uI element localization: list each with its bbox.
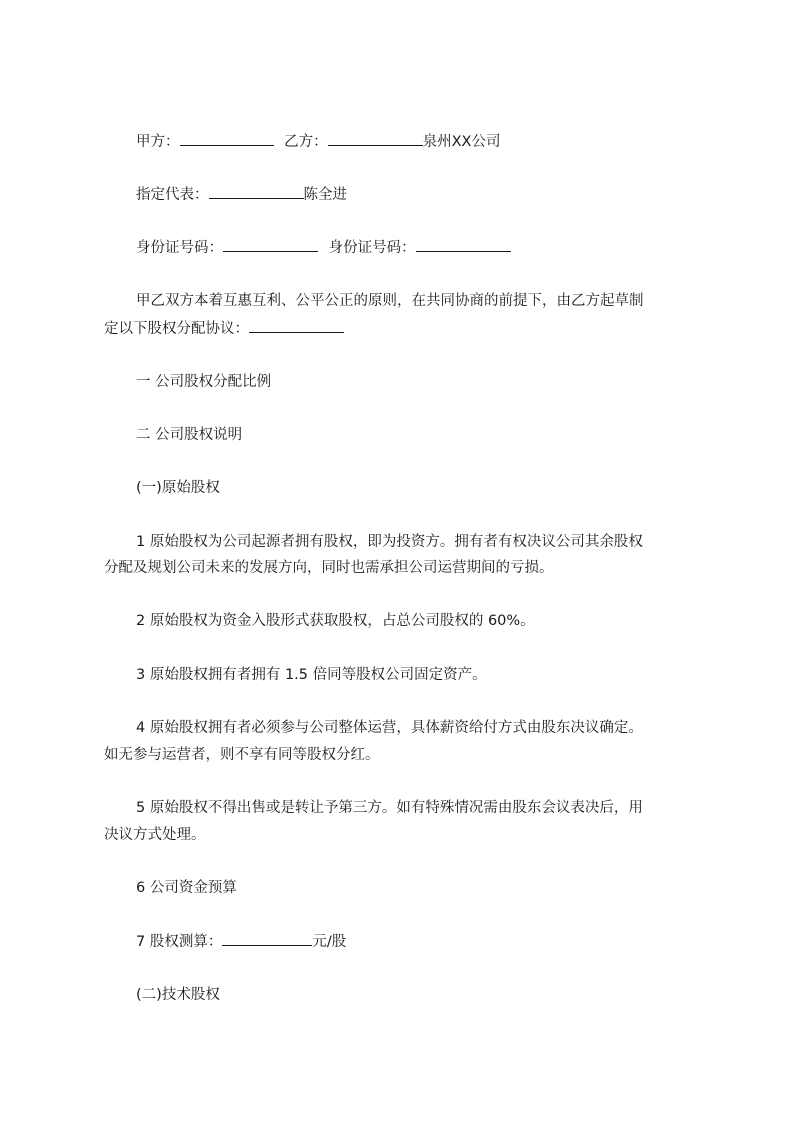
id-number-line <box>136 237 511 258</box>
intro-line-2 <box>104 318 344 339</box>
item-2: 2 原始股权为资金入股形式获取股权，占总公司股权的 60%。 <box>136 613 535 629</box>
id-number-blank-b[interactable] <box>416 237 511 252</box>
equity-price-blank[interactable] <box>222 931 312 946</box>
id-number-label-a: 身份证号码： <box>136 240 223 256</box>
representative-line <box>136 184 347 205</box>
representative-value: 陈全进 <box>303 187 347 203</box>
party-b-blank[interactable] <box>328 131 423 146</box>
item-6: 6 公司资金预算 <box>136 880 237 896</box>
subsection-heading-technical-equity: (二)技术股权 <box>136 987 220 1003</box>
item-4-line-1: 4 原始股权拥有者必须参与公司整体运营，具体薪资给付方式由股东决议确定。 <box>136 720 643 736</box>
id-number-blank-a[interactable] <box>223 237 318 252</box>
intro-line-1: 甲乙双方本着互惠互利、公平公正的原则，在共同协商的前提下，由乙方起草制 <box>136 293 644 309</box>
intro-line-2-text: 定以下股权分配协议： <box>104 321 249 337</box>
party-b-label: 乙方： <box>284 134 328 150</box>
item-4-line-2: 如无参与运营者，则不享有同等股权分红。 <box>104 747 380 763</box>
representative-label: 指定代表： <box>136 187 209 203</box>
item-1-line-1: 1 原始股权为公司起源者拥有股权，即为投资方。拥有者有权决议公司其余股权 <box>136 534 643 550</box>
item-5-line-1: 5 原始股权不得出售或是转让予第三方。如有特殊情况需由股东会议表决后，用 <box>136 800 643 816</box>
parties-line <box>136 131 500 152</box>
subsection-heading-original-equity: (一)原始股权 <box>136 480 220 496</box>
item-1-line-2: 分配及规划公司未来的发展方向，同时也需承担公司运营期间的亏损。 <box>104 560 554 576</box>
id-number-label-b: 身份证号码： <box>328 240 416 256</box>
item-7-unit: 元/股 <box>312 934 347 950</box>
party-a-label: 甲方： <box>136 134 180 150</box>
item-5-line-2: 决议方式处理。 <box>104 827 206 843</box>
party-a-blank[interactable] <box>180 131 274 146</box>
item-7-line <box>136 931 346 952</box>
intro-blank[interactable] <box>249 318 344 333</box>
item-7-label: 7 股权测算： <box>136 934 223 950</box>
section-heading-1: 一 公司股权分配比例 <box>136 374 272 390</box>
section-heading-2: 二 公司股权说明 <box>136 427 243 443</box>
party-b-value: 泉州XX公司 <box>422 134 501 150</box>
representative-blank[interactable] <box>209 184 304 199</box>
item-3: 3 原始股权拥有者拥有 1.5 倍同等股权公司固定资产。 <box>136 667 487 683</box>
